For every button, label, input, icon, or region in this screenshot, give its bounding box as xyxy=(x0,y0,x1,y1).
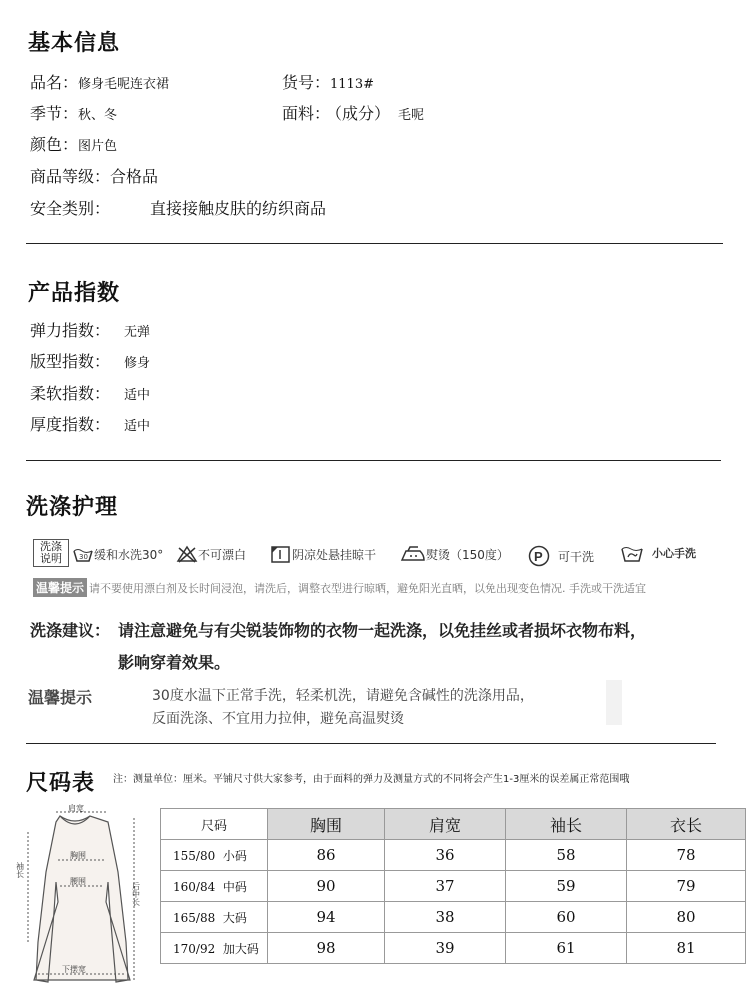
warm-tip-line1: 30度水温下正常手洗，轻柔机洗，请避免含碱性的洗涤用品， xyxy=(152,688,534,704)
length-cell: 78 xyxy=(627,840,746,871)
name-row xyxy=(30,70,169,93)
shade-dry-icon xyxy=(270,545,292,563)
sleeve-cell: 58 xyxy=(506,840,627,871)
sleeve-cell: 59 xyxy=(506,871,627,902)
diagram-shoulder: 肩宽 xyxy=(68,804,84,813)
index-row-thick xyxy=(30,412,150,435)
hand-wash-30-icon xyxy=(72,545,94,563)
season-label: 季节： xyxy=(30,104,79,123)
header-sleeve: 袖长 xyxy=(506,809,627,840)
care-title: 洗涤护理 xyxy=(26,495,119,520)
index-row-fit xyxy=(30,349,150,372)
index-value: 适中 xyxy=(124,419,151,434)
index-label: 厚度指数： xyxy=(30,415,111,434)
sku-row xyxy=(282,70,374,93)
index-value: 无弹 xyxy=(124,325,151,340)
care-item-text: 可干洗 xyxy=(558,549,595,564)
length-cell: 79 xyxy=(627,871,746,902)
season-value: 秋、冬 xyxy=(78,108,118,123)
color-value: 图片色 xyxy=(78,139,118,154)
size-code: 165/88 xyxy=(173,910,216,925)
shoulder-cell: 39 xyxy=(385,933,506,964)
safety-value: 直接接触皮肤的纺织商品 xyxy=(150,199,327,218)
care-tip-row xyxy=(33,578,646,597)
fabric-value: 毛呢 xyxy=(398,108,425,123)
size-cell xyxy=(161,871,268,902)
care-tip-text: 请不要使用漂白剂及长时间浸泡，请洗后，调整衣型进行晾晒，避免阳光直晒，以免出现变色情况. 手洗或干洗适宜 xyxy=(89,581,647,595)
diagram-chest: 胸围 xyxy=(70,851,86,860)
index-label: 版型指数： xyxy=(30,352,111,371)
care-item xyxy=(270,545,376,563)
grade-value: 合格品 xyxy=(110,167,159,186)
table-row xyxy=(161,871,746,902)
warm-tip-line2: 反面洗涤、不宜用力拉伸，避免高温熨烫 xyxy=(152,711,404,727)
sleeve-cell: 61 xyxy=(506,933,627,964)
svg-text:30: 30 xyxy=(79,553,88,561)
decorative-shadow xyxy=(606,680,622,725)
size-code: 170/92 xyxy=(173,941,216,956)
chest-cell: 90 xyxy=(268,871,385,902)
wash-advice-line2: 影响穿着效果。 xyxy=(118,653,231,672)
size-cell xyxy=(161,933,268,964)
header-size: 尺码 xyxy=(161,809,268,840)
season-row xyxy=(30,101,117,124)
hand-wash-icon xyxy=(620,543,646,563)
fabric-label: 面料： xyxy=(282,104,331,123)
diagram-length: 后中长 xyxy=(131,882,141,906)
care-item-text: 阴凉处悬挂晾干 xyxy=(292,547,377,562)
wash-advice-label: 洗涤建议： xyxy=(30,621,111,640)
size-chart-title: 尺码表 xyxy=(26,771,96,796)
chest-cell: 94 xyxy=(268,902,385,933)
size-table xyxy=(160,808,746,964)
care-item xyxy=(72,545,163,563)
name-label: 品名： xyxy=(30,73,79,92)
fabric-composition: （成分） xyxy=(334,104,391,123)
wash-instruction-label xyxy=(33,539,69,567)
fabric-row xyxy=(282,101,424,124)
basic-info-title: 基本信息 xyxy=(28,31,121,56)
table-header-row xyxy=(161,809,746,840)
dry-clean-p-icon xyxy=(528,545,552,567)
grade-label: 商品等级： xyxy=(30,167,111,186)
diagram-waist: 腰围 xyxy=(70,877,86,886)
care-item xyxy=(176,545,246,563)
chest-cell: 98 xyxy=(268,933,385,964)
table-row xyxy=(161,933,746,964)
care-item-text: 小心手洗 xyxy=(652,547,696,560)
index-row-soft xyxy=(30,381,150,404)
index-value: 适中 xyxy=(124,388,151,403)
wash-label-line1: 洗涤 xyxy=(40,540,62,553)
care-item xyxy=(620,543,696,563)
care-item xyxy=(400,545,509,563)
size-note: 注：测量单位：厘米。平铺尺寸供大家参考，由于面料的弹力及测量方式的不同将会产生1-3厘米的误差属正常范围哦 xyxy=(113,774,630,785)
size-code: 155/80 xyxy=(173,848,216,863)
grade-row xyxy=(30,164,158,187)
size-cell xyxy=(161,840,268,871)
care-item-text: 熨烫（150度） xyxy=(426,547,509,562)
no-bleach-icon xyxy=(176,545,198,563)
header-length: 衣长 xyxy=(627,809,746,840)
table-row xyxy=(161,840,746,871)
index-value: 修身 xyxy=(124,356,151,371)
name-value: 修身毛呢连衣裙 xyxy=(78,77,170,92)
svg-text:P: P xyxy=(534,549,543,564)
diagram-hem: 下摆宽 xyxy=(62,965,86,974)
index-row-elastic xyxy=(30,318,150,341)
iron-icon xyxy=(400,545,426,563)
size-name: 加大码 xyxy=(222,941,259,956)
divider xyxy=(26,243,723,244)
size-name: 中码 xyxy=(222,879,247,894)
warm-tip-label: 温馨提示 xyxy=(28,688,93,707)
sku-value: 1113# xyxy=(330,77,374,92)
index-label: 柔软指数： xyxy=(30,384,111,403)
care-item xyxy=(528,545,594,567)
size-name: 大码 xyxy=(222,910,247,925)
sleeve-cell: 60 xyxy=(506,902,627,933)
sku-label: 货号： xyxy=(282,73,331,92)
safety-row xyxy=(30,196,326,219)
diagram-sleeve: 袖长 xyxy=(15,862,25,878)
length-cell: 81 xyxy=(627,933,746,964)
index-label: 弹力指数： xyxy=(30,321,111,340)
wash-label-line2: 说明 xyxy=(40,552,62,565)
divider xyxy=(26,460,721,461)
wash-advice-line1: 请注意避免与有尖锐装饰物的衣物一起洗涤，以免挂丝或者损坏衣物布料， xyxy=(118,621,647,640)
size-code: 160/84 xyxy=(173,879,216,894)
dress-diagram xyxy=(15,802,152,994)
color-row xyxy=(30,132,117,155)
header-shoulder: 肩宽 xyxy=(385,809,506,840)
product-index-title: 产品指数 xyxy=(28,281,121,306)
shoulder-cell: 36 xyxy=(385,840,506,871)
table-row xyxy=(161,902,746,933)
safety-label: 安全类别： xyxy=(30,199,111,218)
size-cell xyxy=(161,902,268,933)
chest-cell: 86 xyxy=(268,840,385,871)
shoulder-cell: 38 xyxy=(385,902,506,933)
care-item-text: 不可漂白 xyxy=(198,547,247,562)
color-label: 颜色： xyxy=(30,135,79,154)
divider xyxy=(26,743,716,744)
length-cell: 80 xyxy=(627,902,746,933)
care-tip-label: 温馨提示 xyxy=(33,578,87,597)
shoulder-cell: 37 xyxy=(385,871,506,902)
header-chest: 胸围 xyxy=(268,809,385,840)
care-item-text: 缓和水洗30° xyxy=(94,547,164,562)
size-name: 小码 xyxy=(222,848,247,863)
